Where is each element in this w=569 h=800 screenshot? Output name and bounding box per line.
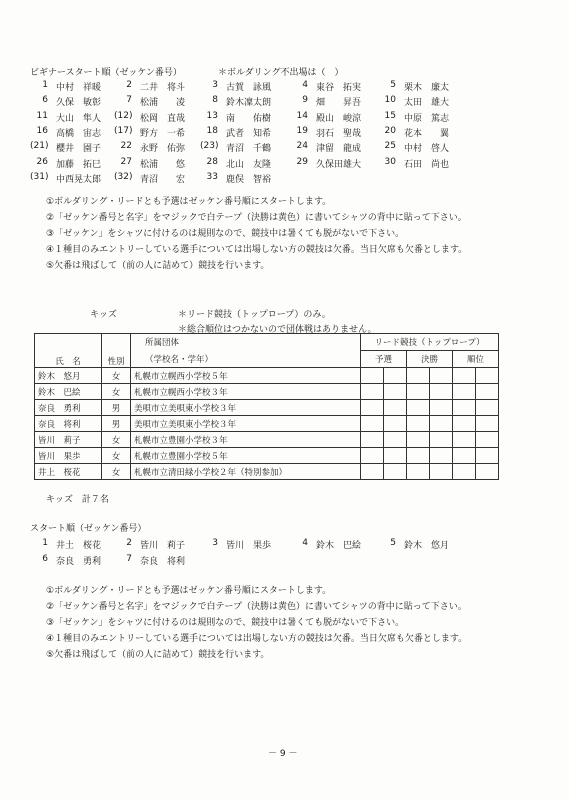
bib-number: 20 bbox=[384, 125, 396, 136]
kids-name-cell: 皆川 果歩 bbox=[35, 448, 102, 464]
header-name: 氏 名 bbox=[35, 334, 102, 368]
kids-org-cell: 札幌市立清田緑小学校２年（特別参加） bbox=[131, 464, 361, 480]
bib-number: 7 bbox=[126, 554, 132, 564]
athlete-name: 高橋 宙志 bbox=[56, 128, 102, 139]
beginner-row bbox=[0, 141, 569, 154]
result-cell bbox=[384, 384, 407, 400]
athlete-name: 南 佑樹 bbox=[226, 113, 272, 124]
kids-org-cell: 美唄市立美唄東小学校３年 bbox=[131, 416, 361, 432]
athlete-name: 石田 尚也 bbox=[404, 159, 450, 170]
bib-number: 26 bbox=[36, 156, 48, 167]
bib-number: 4 bbox=[302, 538, 308, 548]
beginner-heading: ビギナースタート順（ゼッケン番号） bbox=[30, 68, 182, 78]
absent-note: ＊ボルダリング不出場は（ ） bbox=[218, 68, 344, 78]
result-cell bbox=[384, 416, 407, 432]
result-cell bbox=[361, 448, 384, 464]
result-cell bbox=[407, 416, 430, 432]
result-cell bbox=[430, 416, 453, 432]
result-cell bbox=[407, 464, 430, 480]
kids-note-1: ①ボルダリング・リードとも予選はゼッケン番号順にスタートします。 bbox=[46, 586, 332, 596]
kids-name-cell: 奈良 将利 bbox=[35, 416, 102, 432]
athlete-name: 井土 桜花 bbox=[56, 541, 102, 551]
kids-table-row bbox=[35, 416, 499, 432]
beginner-row bbox=[0, 172, 569, 185]
bib-number: 30 bbox=[384, 156, 396, 167]
kids-table-row bbox=[35, 448, 499, 464]
bib-number: 19 bbox=[296, 125, 308, 136]
bib-number: 16 bbox=[36, 125, 48, 136]
athlete-name: 花本 翼 bbox=[404, 128, 450, 139]
bib-number: 8 bbox=[212, 95, 218, 106]
athlete-name: 中西晃太郎 bbox=[56, 174, 102, 185]
bib-number: 25 bbox=[384, 141, 396, 152]
kids-total: キッズ 計７名 bbox=[46, 495, 109, 505]
note-5: ⑤欠番は飛ばして（前の人に詰めて）競技を行います。 bbox=[46, 261, 270, 271]
kids-entry-table bbox=[34, 333, 499, 480]
kids-note-4: ④１種目のみエントリーしている選手については出場しない方の競技は欠番。当日欠席も欠番とします。 bbox=[46, 634, 468, 644]
kids-org-cell: 札幌市立豊園小学校５年 bbox=[131, 448, 361, 464]
result-cell bbox=[453, 448, 476, 464]
athlete-name: 鈴木凜太朗 bbox=[226, 98, 272, 109]
kids-note-5: ⑤欠番は飛ばして（前の人に詰めて）競技を行います。 bbox=[46, 650, 270, 660]
kids-gender-cell: 男 bbox=[102, 416, 131, 432]
athlete-name: 二井 将斗 bbox=[140, 83, 186, 93]
kids-note-no-overall: ＊総合順位はつかないので団体戦はありません。 bbox=[178, 325, 377, 335]
kids-note-3: ③「ゼッケン」をシャツに付けるのは規則なので、競技中は暑くても脱がないで下さい。 bbox=[46, 618, 405, 628]
athlete-name: 松岡 直哉 bbox=[140, 113, 186, 124]
note-1: ①ボルダリング・リードとも予選はゼッケン番号順にスタートします。 bbox=[46, 197, 332, 207]
athlete-name: 北山 友隆 bbox=[226, 159, 272, 170]
bib-number: 28 bbox=[206, 156, 218, 167]
athlete-name: 古賀 詠風 bbox=[226, 83, 272, 93]
kids-start-row bbox=[0, 538, 569, 551]
result-cell bbox=[407, 432, 430, 448]
athlete-name: 久保田雄大 bbox=[316, 159, 362, 170]
bib-number: 14 bbox=[296, 110, 308, 121]
athlete-name: 奈良 将利 bbox=[140, 557, 186, 567]
result-cell bbox=[430, 400, 453, 416]
athlete-name: 太田 雄大 bbox=[404, 98, 450, 109]
result-cell bbox=[361, 416, 384, 432]
bib-number: 13 bbox=[206, 110, 218, 121]
bib-number: 33 bbox=[206, 171, 218, 182]
bib-number: 10 bbox=[384, 95, 396, 106]
result-cell bbox=[476, 448, 499, 464]
athlete-name: 奈良 勇利 bbox=[56, 557, 102, 567]
kids-org-cell: 札幌市立幌西小学校３年 bbox=[131, 384, 361, 400]
bib-number: 6 bbox=[42, 95, 48, 106]
result-cell bbox=[476, 464, 499, 480]
beginner-row bbox=[0, 95, 569, 108]
athlete-name: 松浦 悠 bbox=[140, 159, 186, 170]
result-cell bbox=[453, 464, 476, 480]
bib-number: (17) bbox=[114, 125, 133, 136]
bib-number: (12) bbox=[114, 110, 133, 121]
athlete-name: 畑 昇吾 bbox=[316, 98, 362, 109]
athlete-name: 鹿俣 智裕 bbox=[226, 174, 272, 185]
athlete-name: 大山 隼人 bbox=[56, 113, 102, 124]
bib-number: 5 bbox=[390, 538, 396, 548]
note-4: ④１種目のみエントリーしている選手については出場しない方の競技は欠番。当日欠席も欠番とします。 bbox=[46, 245, 468, 255]
kids-name-cell: 井上 桜花 bbox=[35, 464, 102, 480]
bib-number: 9 bbox=[302, 95, 308, 106]
athlete-name: 中村 啓人 bbox=[404, 144, 450, 155]
result-cell bbox=[453, 368, 476, 384]
result-cell bbox=[361, 368, 384, 384]
beginner-row bbox=[0, 157, 569, 170]
header-gender: 性別 bbox=[102, 334, 131, 368]
kids-org-cell: 札幌市立豊園小学校３年 bbox=[131, 432, 361, 448]
athlete-name: 殿山 峻涼 bbox=[316, 113, 362, 124]
kids-name-cell: 皆川 莉子 bbox=[35, 432, 102, 448]
kids-gender-cell: 女 bbox=[102, 368, 131, 384]
note-2: ②「ゼッケン番号と名字」をマジックで白テープ（決勝は黄色）に書いてシャツの背中に貼って下さい。 bbox=[46, 213, 467, 223]
athlete-name: 鈴木 巴絵 bbox=[316, 541, 362, 551]
result-cell bbox=[407, 448, 430, 464]
bib-number: 29 bbox=[296, 156, 308, 167]
result-cell bbox=[430, 464, 453, 480]
header-lead: リード競技（トップロープ） bbox=[361, 334, 499, 351]
athlete-name: 野方 一希 bbox=[140, 128, 186, 139]
kids-gender-cell: 女 bbox=[102, 432, 131, 448]
bib-number: 7 bbox=[126, 95, 132, 106]
athlete-name: 松浦 凌 bbox=[140, 98, 186, 109]
athlete-name: 羽石 聖哉 bbox=[316, 128, 362, 139]
kids-name-cell: 奈良 勇利 bbox=[35, 400, 102, 416]
kids-note-lead-only: ＊リード競技（トップロープ）のみ。 bbox=[178, 310, 331, 320]
athlete-name: 久保 敏彰 bbox=[56, 98, 102, 109]
result-cell bbox=[453, 416, 476, 432]
kids-table-row bbox=[35, 384, 499, 400]
kids-name-cell: 鈴木 悠月 bbox=[35, 368, 102, 384]
beginner-row bbox=[0, 80, 569, 93]
athlete-name: 栗木 廉太 bbox=[404, 83, 450, 93]
result-cell bbox=[384, 464, 407, 480]
athlete-name: 永野 佑弥 bbox=[140, 144, 186, 155]
result-cell bbox=[384, 432, 407, 448]
header-rank: 順位 bbox=[453, 351, 499, 368]
bib-number: 3 bbox=[212, 538, 218, 548]
kids-gender-cell: 女 bbox=[102, 448, 131, 464]
bib-number: 2 bbox=[126, 80, 132, 90]
result-cell bbox=[453, 384, 476, 400]
result-cell bbox=[384, 448, 407, 464]
note-3: ③「ゼッケン」をシャツに付けるのは規則なので、競技中は暑くても脱がないで下さい。 bbox=[46, 229, 405, 239]
kids-table-row bbox=[35, 400, 499, 416]
kids-table-row bbox=[35, 368, 499, 384]
header-org: 所属団体 bbox=[131, 334, 361, 351]
result-cell bbox=[407, 368, 430, 384]
beginner-row bbox=[0, 111, 569, 124]
bib-number: 5 bbox=[390, 80, 396, 90]
athlete-name: 鈴木 悠月 bbox=[404, 541, 450, 551]
beginner-row bbox=[0, 126, 569, 139]
bib-number: 11 bbox=[36, 110, 48, 121]
result-cell bbox=[361, 464, 384, 480]
bib-number: 4 bbox=[302, 80, 308, 90]
bib-number: (31) bbox=[30, 171, 49, 182]
result-cell bbox=[361, 400, 384, 416]
bib-number: (32) bbox=[114, 171, 133, 182]
kids-start-heading: スタート順（ゼッケン番号） bbox=[30, 524, 147, 534]
result-cell bbox=[361, 384, 384, 400]
result-cell bbox=[476, 368, 499, 384]
bib-number: 22 bbox=[120, 141, 132, 152]
result-cell bbox=[384, 368, 407, 384]
bib-number: 15 bbox=[384, 110, 396, 121]
athlete-name: 武者 知希 bbox=[226, 128, 272, 139]
athlete-name: 皆川 莉子 bbox=[140, 541, 186, 551]
bib-number: 2 bbox=[126, 538, 132, 548]
result-cell bbox=[430, 368, 453, 384]
result-cell bbox=[361, 432, 384, 448]
bib-number: 24 bbox=[296, 141, 308, 152]
athlete-name: 東谷 拓実 bbox=[316, 83, 362, 93]
kids-gender-cell: 女 bbox=[102, 464, 131, 480]
bib-number: (23) bbox=[200, 141, 219, 152]
result-cell bbox=[476, 400, 499, 416]
result-cell bbox=[430, 432, 453, 448]
athlete-name: 中村 祥暖 bbox=[56, 83, 102, 93]
result-cell bbox=[407, 384, 430, 400]
kids-org-cell: 美唄市立美唄東小学校３年 bbox=[131, 400, 361, 416]
kids-table-row bbox=[35, 432, 499, 448]
athlete-name: 津留 龍成 bbox=[316, 144, 362, 155]
bib-number: 1 bbox=[42, 80, 48, 90]
athlete-name: 加藤 拓巳 bbox=[56, 159, 102, 170]
kids-table-row bbox=[35, 464, 499, 480]
kids-gender-cell: 男 bbox=[102, 400, 131, 416]
athlete-name: 櫻井 園子 bbox=[56, 144, 102, 155]
kids-title: キッズ bbox=[90, 310, 117, 320]
result-cell bbox=[453, 400, 476, 416]
athlete-name: 中原 篤志 bbox=[404, 113, 450, 124]
bib-number: 3 bbox=[212, 80, 218, 90]
bib-number: (21) bbox=[30, 141, 49, 152]
header-org-sub: （学校名・学年） bbox=[131, 351, 361, 368]
bib-number: 1 bbox=[42, 538, 48, 548]
result-cell bbox=[476, 432, 499, 448]
athlete-name: 青沼 宏 bbox=[140, 174, 186, 185]
page-number: － 9 － bbox=[268, 749, 298, 759]
result-cell bbox=[384, 400, 407, 416]
result-cell bbox=[453, 432, 476, 448]
athlete-name: 青沼 千鶴 bbox=[226, 144, 272, 155]
header-final: 決勝 bbox=[407, 351, 453, 368]
kids-name-cell: 鈴木 巴絵 bbox=[35, 384, 102, 400]
athlete-name: 皆川 果歩 bbox=[226, 541, 272, 551]
kids-org-cell: 札幌市立幌西小学校５年 bbox=[131, 368, 361, 384]
bib-number: 6 bbox=[42, 554, 48, 564]
result-cell bbox=[476, 416, 499, 432]
result-cell bbox=[407, 400, 430, 416]
header-prelim: 予選 bbox=[361, 351, 407, 368]
bib-number: 27 bbox=[120, 156, 132, 167]
kids-gender-cell: 女 bbox=[102, 384, 131, 400]
bib-number: 18 bbox=[206, 125, 218, 136]
result-cell bbox=[476, 384, 499, 400]
result-cell bbox=[430, 448, 453, 464]
result-cell bbox=[430, 384, 453, 400]
kids-start-row bbox=[0, 554, 569, 567]
kids-note-2: ②「ゼッケン番号と名字」をマジックで白テープ（決勝は黄色）に書いてシャツの背中に貼って下さい。 bbox=[46, 602, 467, 612]
